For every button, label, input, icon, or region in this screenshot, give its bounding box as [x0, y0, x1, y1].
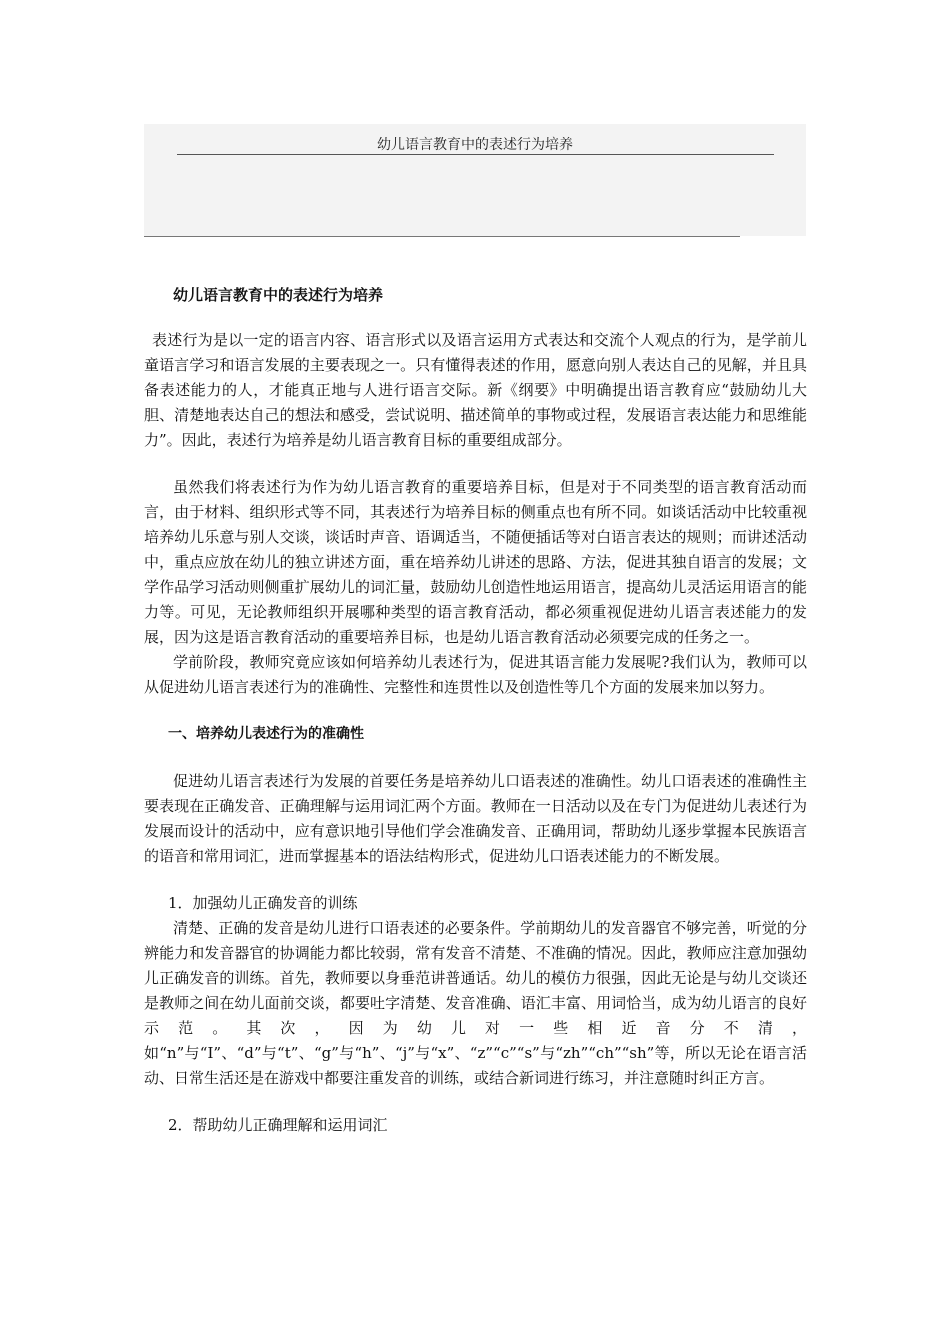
article-body — [144, 283, 807, 1138]
paragraph-pronunciation: 清楚、正确的发音是幼儿进行口语表述的必要条件。学前期幼儿的发音器官不够完善，听觉的分辨能力和发音器官的协调能力都比较弱，常有发音不清楚、不准确的情况。因此，教师应注意加强幼儿正确发音的训练。首先，教师要以身垂范讲普通话。幼儿的模仿力很强，因此无论是与幼儿交谈还是教师之间在幼儿面前交谈，都要吐字清楚、发音准确、语汇丰富、用词恰当，成为幼儿语言的良好示范。其次，因为幼儿对一些相近音分不清，如“n”与“I”、“d”与“t”、“g”与“h”、“j”与“x”、“z”“c”“s”与“zh”“ch”“sh”等，所以无论在语言活动、日常生活还是在游戏中都要注重发音的训练，或结合新词进行练习，并注意随时纠正方言。 — [144, 919, 807, 1087]
subheading-vocabulary: 2．帮助幼儿正确理解和运用词汇 — [168, 1116, 388, 1134]
section-heading-accuracy: 一、培养幼儿表述行为的准确性 — [168, 726, 364, 742]
header-title: 幼儿语言教育中的表述行为培养 — [377, 137, 573, 153]
paragraph-intro: 表述行为是以一定的语言内容、语言形式以及语言运用方式表达和交流个人观点的行为，是学前儿童语言学习和语言发展的主要表现之一。只有懂得表述的作用，愿意向别人表达自己的见解，并且具备表述能力的人，才能真正地与人进行语言交际。新《纲要》中明确提出语言教育应“鼓励幼儿大胆、清楚地表达自己的想法和感受，尝试说明、描述简单的事物或过程，发展语言表达能力和思维能力”。因此，表述行为培养是幼儿语言教育目标的重要组成部分。 — [144, 331, 807, 449]
paragraph-activity-types: 虽然我们将表述行为作为幼儿语言教育的重要培养目标，但是对于不同类型的语言教育活动而言，由于材料、组织形式等不同，其表述行为培养目标的侧重点也有所不同。如谈话活动中比较重视培养幼儿乐意与别人交谈，谈话时声音、语调适当，不随便插话等对白语言表达的规则；而讲述活动中，重点应放在幼儿的独立讲述方面，重在培养幼儿讲述的思路、方法，促进其独自语言的发展；文学作品学习活动则侧重扩展幼儿的词汇量，鼓励幼儿创造性地运用语言，提高幼儿灵活运用语言的能力等。可见，无论教师组织开展哪种类型的语言教育活动，都必须重视促进幼儿语言表述能力的发展，因为这是语言教育活动的重要培养目标，也是幼儿语言教育活动必须要完成的任务之一。 — [144, 478, 807, 646]
header-divider — [177, 154, 774, 155]
header-bottom-divider — [144, 236, 740, 237]
article-title: 幼儿语言教育中的表述行为培养 — [173, 286, 384, 304]
header-box — [144, 124, 806, 236]
paragraph-accuracy: 促进幼儿语言表述行为发展的首要任务是培养幼儿口语表述的准确性。幼儿口语表述的准确性主要表现在正确发音、正确理解与运用词汇两个方面。教师在一日活动以及在专门为促进幼儿表述行为发展而设计的活动中，应有意识地引导他们学会准确发音、正确用词，帮助幼儿逐步掌握本民族语言的语音和常用词汇，进而掌握基本的语法结构形式，促进幼儿口语表述能力的不断发展。 — [144, 772, 807, 865]
subheading-pronunciation: 1．加强幼儿正确发音的训练 — [168, 894, 358, 912]
paragraph-question: 学前阶段，教师究竟应该如何培养幼儿表述行为，促进其语言能力发展呢?我们认为，教师可以从促进幼儿语言表述行为的准确性、完整性和连贯性以及创造性等几个方面的发展来加以努力。 — [144, 653, 807, 696]
